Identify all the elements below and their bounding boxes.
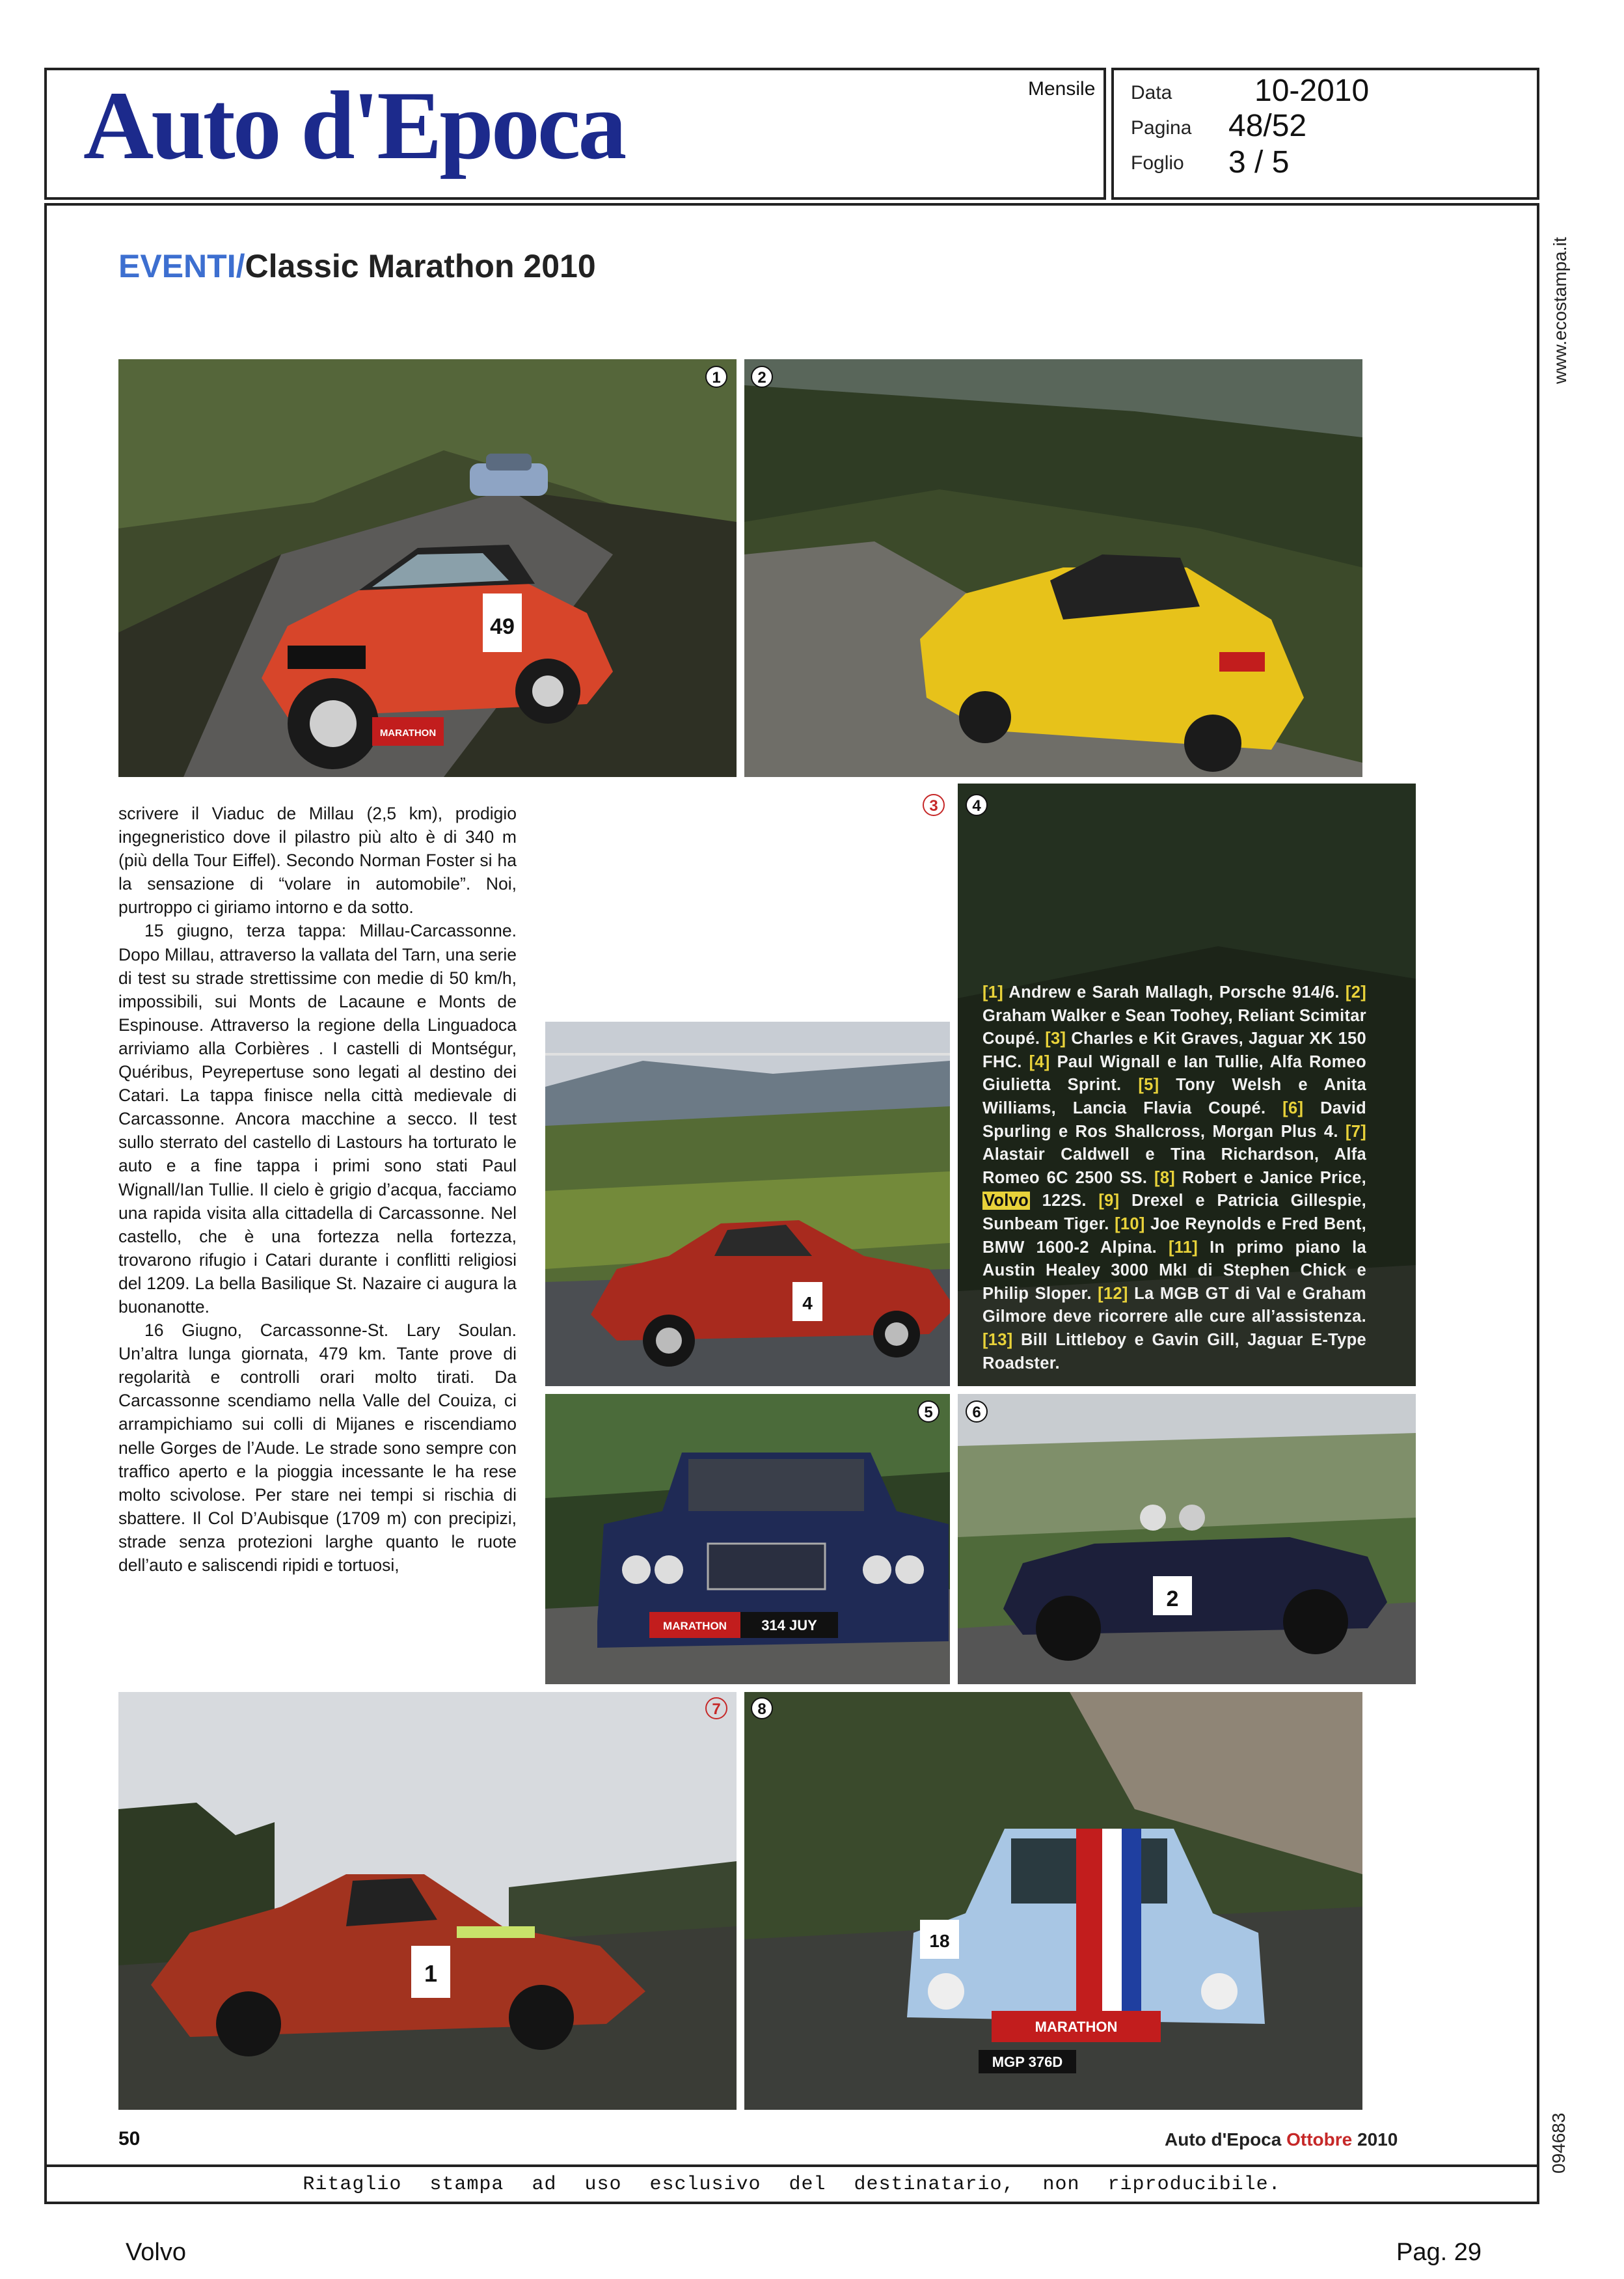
caption-text-9: Drexel e Patricia Gillespie, Sunbeam Tiger.: [982, 1192, 1366, 1233]
caption-num-11: [11]: [1168, 1238, 1198, 1257]
caption-text-13: Bill Littleboy e Gavin Gill, Jaguar E-Type Roadster.: [982, 1330, 1367, 1372]
caption-highlight-volvo: Volvo: [984, 1192, 1029, 1210]
caption-text-10: Joe Reynolds e Fred Bent, BMW 1600-2 Alpina.: [982, 1214, 1367, 1257]
caption-text-11: In primo piano la Austin Healey 3000 MkI di Stephen Chick e Philip Sloper.: [982, 1238, 1366, 1303]
photo-1-image: [118, 359, 737, 777]
section-title: [118, 247, 596, 285]
caption-num-12: [12]: [1098, 1284, 1128, 1303]
photo-captions: [982, 981, 1366, 1375]
caption-num-4: [4]: [1029, 1052, 1050, 1071]
caption-text-5: Tony Welsh e Anita Williams, Lancia Flavia Coupé.: [982, 1076, 1367, 1117]
photo-8-plate: MGP 376D: [992, 2054, 1063, 2070]
photo-2-scimitar: [744, 359, 1362, 777]
caption-text-12: La MGB GT di Val e Graham Gilmore deve ricorrere alle cure all’assistenza.: [982, 1284, 1366, 1326]
meta-label-data: Data: [1131, 82, 1172, 103]
photo-badge-4: 4: [966, 794, 988, 816]
article-body: [118, 802, 517, 1577]
meta-label-foglio: Foglio: [1131, 152, 1184, 174]
photo-5-plaque: MARATHON: [663, 1620, 727, 1632]
photo-1-porsche: [118, 359, 737, 777]
photo-6-morgan: [958, 1394, 1416, 1684]
ritaglio-notice: Ritaglio stampa ad uso esclusivo del destinatario, non riproducibile.: [303, 2174, 1281, 2196]
footer-issue-month: Ottobre: [1286, 2129, 1353, 2149]
caption-text-1: Andrew e Sarah Mallagh, Porsche 914/6.: [1008, 983, 1340, 1002]
caption-num-1: [1]: [982, 983, 1004, 1002]
caption-text-8-after: 122S.: [1042, 1192, 1087, 1210]
side-code: 094683: [1549, 2112, 1569, 2174]
page-reference: Pag. 29: [1396, 2239, 1482, 2266]
caption-text-2: Graham Walker e Sean Toohey, Reliant Scimitar Coupé.: [982, 1006, 1366, 1048]
footer-magazine-name: Auto d'Epoca: [1165, 2129, 1282, 2149]
page-number: 50: [118, 2128, 141, 2149]
photo-5-plate: 314 JUY: [761, 1617, 817, 1633]
caption-num-13: [13]: [982, 1330, 1013, 1349]
caption-text-3: Charles e Kit Graves, Jaguar XK 150 FHC.: [982, 1030, 1366, 1071]
section-prefix: EVENTI/: [118, 248, 245, 284]
caption-num-6: [6]: [1282, 1099, 1304, 1117]
caption-num-3: [3]: [1045, 1030, 1066, 1048]
photo-5-image: [545, 1394, 950, 1684]
photo-badge-6: 6: [966, 1400, 988, 1423]
photo-7-image: [118, 1692, 737, 2110]
photo-badge-5: 5: [917, 1400, 940, 1423]
photo-3-jaguar: [545, 1022, 950, 1386]
ritaglio-divider: [44, 2164, 1539, 2167]
photo-5-lancia: [545, 1394, 950, 1684]
caption-num-2: [2]: [1345, 983, 1366, 1002]
section-name: Classic Marathon 2010: [245, 248, 596, 284]
meta-value-foglio: 3 / 5: [1228, 145, 1290, 180]
meta-value-pagina: 48/52: [1228, 109, 1307, 143]
masthead-logo: Auto d'Epoca: [83, 72, 625, 180]
photo-8-plaque: MARATHON: [1035, 2019, 1118, 2035]
caption-num-7: [7]: [1345, 1122, 1366, 1141]
photo-8-race-number: 18: [929, 1931, 950, 1951]
frequency-label: Mensile: [1028, 78, 1096, 100]
article-paragraph-1: scrivere il Viaduc de Millau (2,5 km), prodigio ingegneristico dove il pilastro più alto è di 340 m (più della Tour Eiffel). Secondo Norman Foster si ha la sensazione di “volare in automobile”. Noi, purtroppo ci giriamo intorno e da sotto.: [118, 804, 517, 918]
photo-2-image: [744, 359, 1362, 777]
photo-8-image: [744, 1692, 1362, 2110]
caption-text-8: Robert e Janice Price,: [1182, 1168, 1366, 1187]
meta-value-data: 10-2010: [1254, 74, 1370, 108]
client-name: Volvo: [126, 2239, 186, 2266]
photo-1-race-number: 49: [490, 614, 515, 639]
caption-text-4: Paul Wignall e Ian Tullie, Alfa Romeo Giulietta Sprint.: [982, 1052, 1367, 1095]
photo-7-race-number: 1: [424, 1960, 438, 1987]
photo-badge-3: 3: [923, 794, 945, 816]
photo-6-image: [958, 1394, 1416, 1684]
photo-6-race-number: 2: [1166, 1587, 1179, 1611]
photo-badge-1: 1: [705, 366, 727, 388]
photo-7-alfa: [118, 1692, 737, 2110]
caption-text-7: Alastair Caldwell e Tina Richardson, Alfa Romeo 6C 2500 SS.: [982, 1145, 1366, 1187]
article-paragraph-2: 15 giugno, terza tappa: Millau-Carcassonne. Dopo Millau, attraverso la vallata del Tarn, una serie di test su strade strettissime con medie di 50 km/h, impossibili, sui Monts de Lacaune e Monts de Espinouse. Attraverso la regione della Linguadoca arriviamo alla Corbières . I castelli di Montségur, Quéribus, Peyrepertuse sono legati al destino dei Catari. La tappa finisce nella città medievale di Carcassonne. Ancora macchine a secco. Il test sullo sterrato del castello di Lastours ha torturato le auto e a fine tappa i primi sono stati Paul Wignall/Ian Tullie. Il cielo è grigio d’acqua, facciamo una rapida visita alla cittadella di Carcassonne. Nel castello, che è una fortezza nella fortezza, trovarono rifugio i Catari durante i conflitti religiosi del 1209. La bella Basilique St. Nazaire ci augura la buonanotte.: [118, 921, 517, 1317]
photo-badge-7: 7: [705, 1697, 727, 1719]
photo-badge-8: 8: [751, 1697, 773, 1719]
caption-num-10: [10]: [1115, 1214, 1145, 1233]
photo-8-volvo: [744, 1692, 1362, 2110]
photo-3-race-number: 4: [802, 1293, 813, 1313]
footer-issue-year: 2010: [1357, 2129, 1398, 2149]
caption-text-6: David Spurling e Ros Shallcross, Morgan Plus 4.: [982, 1099, 1367, 1141]
photo-1-plaque: MARATHON: [379, 728, 437, 739]
caption-num-8: [8]: [1154, 1168, 1176, 1187]
caption-num-5: [5]: [1138, 1076, 1159, 1095]
photo-badge-2: 2: [751, 366, 773, 388]
caption-num-9: [9]: [1098, 1192, 1120, 1210]
side-url: www.ecostampa.it: [1550, 237, 1570, 384]
photo-3-image: [545, 1022, 950, 1386]
magazine-footer: [1165, 2129, 1398, 2150]
meta-label-pagina: Pagina: [1131, 117, 1192, 139]
article-paragraph-3: 16 Giugno, Carcassonne-St. Lary Soulan. Un’altra lunga giornata, 479 km. Tante prove di regolarità e controlli orari molto tirati. Da Carcassonne scendiamo nella Valle del Couiza, ci arrampichiamo sui colli di Mijanes e riscendiamo nelle Gorges de l’Aude. Le strade sono sempre con traffico aperto e la pioggia incessante le ha rese molto scivolose. Per stare nei tempi si rischia di sbattere. Il Col D’Aubisque (1709 m) con precipizi, strade senza protezioni larghe quanto le ruote dell’auto e saliscendi ripidi e tortuosi,: [118, 1320, 517, 1575]
